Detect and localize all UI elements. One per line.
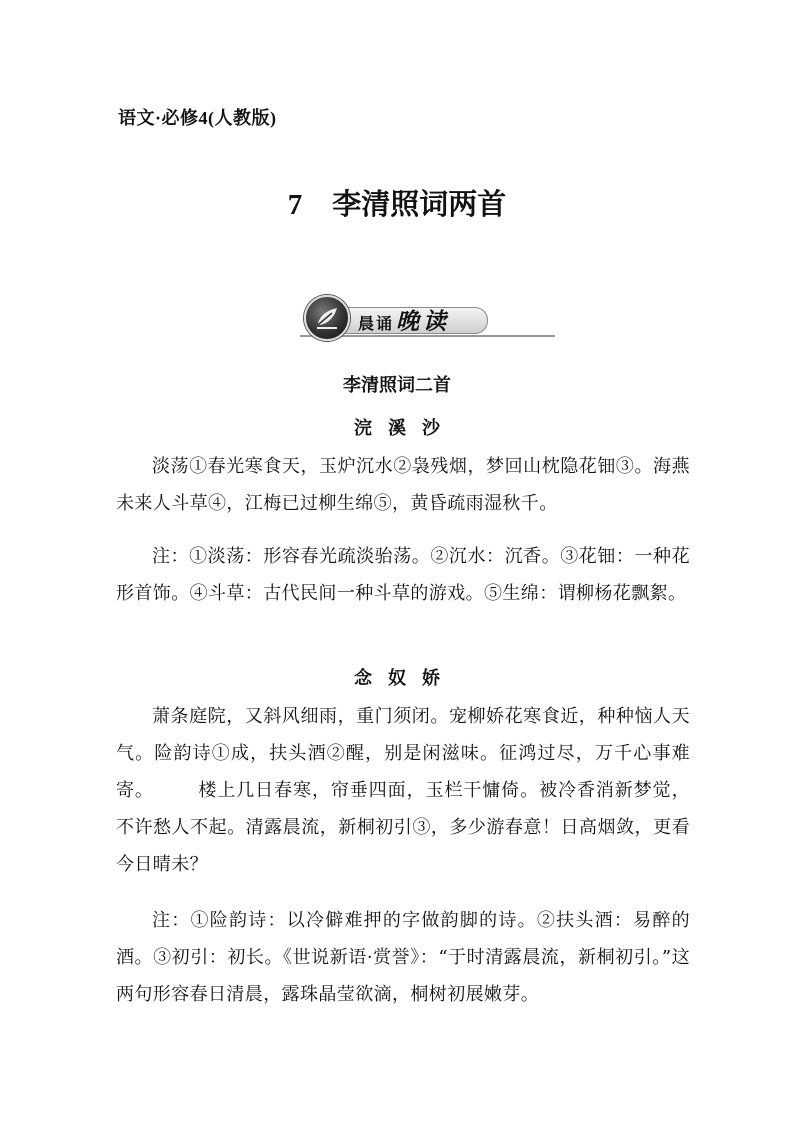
banner-label-part2: 晚读 <box>396 308 451 335</box>
textbook-header: 语文·必修4(人教版) <box>118 108 277 128</box>
chapter-title-text: 李清照词两首 <box>332 187 507 221</box>
poem2-text <box>116 698 690 883</box>
poem2-text-part1: 萧条庭院，又斜风细雨，重门须闭。宠柳娇花寒食近，种种恼人天气。险韵诗①成，扶头酒②醒，别是闲滋味。征鸿过尽，万千心事难寄。 <box>116 706 690 801</box>
poem2-text-part2: 楼上几日春寒，帘垂四面，玉栏干慵倚。被冷香消新梦觉，不许愁人不起。清露晨流，新桐初引③，多少游春意！日高烟敛，更看今日晴未？ <box>116 780 690 875</box>
chapter-number: 7 <box>287 189 303 221</box>
section-banner <box>300 293 555 339</box>
chapter-title <box>0 182 794 223</box>
section-title: 李清照词二首 <box>343 375 451 396</box>
banner-label-part1: 晨诵 <box>358 314 395 333</box>
poem1-text: 淡荡①春光寒食天，玉炉沉水②袅残烟，梦回山枕隐花钿③。海燕未来人斗草④，江梅已过柳生绵⑤，黄昏疏雨湿秋千。 <box>116 456 690 514</box>
banner-label <box>358 303 450 336</box>
poem2-title: 念奴娇 <box>354 668 456 689</box>
poem1-title: 浣溪沙 <box>354 418 456 439</box>
leaf-emblem-icon <box>304 295 350 341</box>
poem2-notes: 注：①险韵诗：以冷僻难押的字做韵脚的诗。②扶头酒：易醉的酒。③初引：初长。《世说新语·赏誉》：“于时清露晨流，新桐初引。”这两句形容春日清晨，露珠晶莹欲滴，桐树初展嫩芽。 <box>116 910 690 1005</box>
poem1-notes: 注：①淡荡：形容春光疏淡骀荡。②沉水：沉香。③花钿：一种花形首饰。④斗草：古代民间一种斗草的游戏。⑤生绵：谓柳杨花飘絮。 <box>116 546 690 604</box>
